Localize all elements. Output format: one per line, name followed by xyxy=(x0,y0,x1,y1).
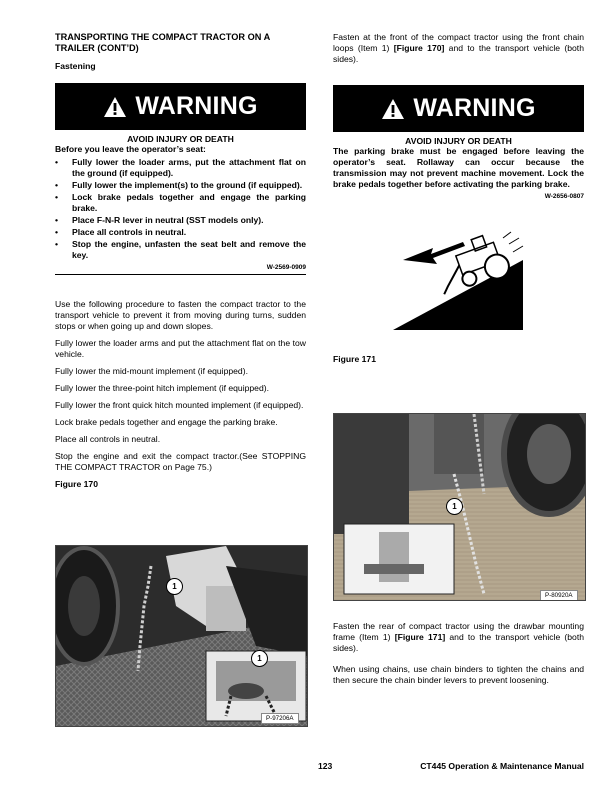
warning-intro: Before you leave the operator’s seat: xyxy=(55,144,206,154)
front-chain-illustration xyxy=(56,546,307,726)
divider xyxy=(55,274,306,275)
paragraph: Fully lower the front quick hitch mounted implement (if equipped). xyxy=(55,400,304,410)
callout-item-1: 1 xyxy=(446,498,463,515)
procedure-text xyxy=(55,299,306,489)
warning-banner xyxy=(333,85,584,132)
section-title: TRANSPORTING THE COMPACT TRACTOR ON A TRAILER (CONT’D) xyxy=(55,32,270,53)
list-item: • Place all controls in neutral. xyxy=(55,227,306,238)
subhead-fastening: Fastening xyxy=(55,61,96,71)
figure-171-label: Figure 171 xyxy=(333,354,376,364)
avoid-injury-heading: AVOID INJURY OR DEATH xyxy=(127,134,234,144)
figure-171-photo xyxy=(333,413,586,601)
warning-triangle-icon xyxy=(381,98,405,120)
paragraph-rear-drawbar: Fasten the rear of compact tractor using the drawbar mounting frame (Item 1) [Figure 171] and to the transport vehicle (both sides). xyxy=(333,621,584,653)
warning-triangle-icon xyxy=(103,96,127,118)
warning-box-2 xyxy=(333,85,584,200)
figure-170-label: Figure 170 xyxy=(55,479,98,489)
callout-item-1-inset: 1 xyxy=(251,650,268,667)
right-column xyxy=(333,32,584,364)
warning-code: W-2656-0807 xyxy=(544,193,584,200)
list-item: • Stop the engine, unfasten the seat belt and remove the key. xyxy=(55,239,306,261)
paragraph: Use the following procedure to fasten the compact tractor to the transport vehicle to prevent it from moving during turns, sudden stops or when going up and down slopes. xyxy=(55,299,306,331)
left-column xyxy=(55,32,306,489)
figure-171-code: P-80920A xyxy=(540,590,578,601)
list-item: • Fully lower the loader arms, put the attachment flat on the ground (if equipped). xyxy=(55,157,306,179)
warning-banner-text: WARNING xyxy=(413,94,536,122)
warning-banner-text: WARNING xyxy=(135,92,258,120)
manual-title: CT445 Operation & Maintenance Manual xyxy=(420,761,584,771)
tractor-slope-icon xyxy=(393,230,543,330)
warning-text: The parking brake must be engaged before leaving the operator’s seat. Rollaway can occur because the transmission may not prevent machine movement. Lock the brake pedals together before activating the parking brake. xyxy=(333,146,584,189)
paragraph: Stop the engine and exit the compact tractor.(See STOPPING THE COMPACT TRACTOR on Page 75.) xyxy=(55,451,306,472)
figure-171-reference: [Figure 171] xyxy=(394,632,446,642)
warning-box-1 xyxy=(55,83,306,275)
list-item: • Fully lower the implement(s) to the ground (if equipped). xyxy=(55,180,306,191)
callout-item-1: 1 xyxy=(166,578,183,595)
right-bottom-text xyxy=(333,621,584,692)
paragraph: Place all controls in neutral. xyxy=(55,434,161,444)
paragraph-chain-binders: When using chains, use chain binders to tighten the chains and then secure the chain binder levers to prevent loosening. xyxy=(333,664,584,685)
avoid-injury-heading: AVOID INJURY OR DEATH xyxy=(405,136,512,146)
paragraph: Fully lower the loader arms and put the attachment flat on the tow vehicle. xyxy=(55,338,306,359)
paragraph: Lock brake pedals together and engage the parking brake. xyxy=(55,417,278,427)
paragraph-front-chain: Fasten at the front of the compact tractor using the front chain loops (Item 1) [Figure 170] and to the transport vehicle (both sides). xyxy=(333,32,584,64)
paragraph: Fully lower the mid-mount implement (if equipped). xyxy=(55,366,248,376)
list-item: • Place F-N-R lever in neutral (SST models only). xyxy=(55,215,306,226)
page-number: 123 xyxy=(318,761,333,771)
list-item: • Lock brake pedals together and engage the parking brake. xyxy=(55,192,306,214)
figure-170-reference: [Figure 170] xyxy=(393,43,445,53)
warning-list xyxy=(55,157,306,261)
figure-170-photo xyxy=(55,545,308,727)
paragraph: Fully lower the three-point hitch implement (if equipped). xyxy=(55,383,269,393)
warning-banner xyxy=(55,83,306,130)
figure-170-code: P-97206A xyxy=(261,713,299,724)
rollaway-illustration xyxy=(393,230,543,330)
warning-code: W-2569-0909 xyxy=(266,264,306,271)
